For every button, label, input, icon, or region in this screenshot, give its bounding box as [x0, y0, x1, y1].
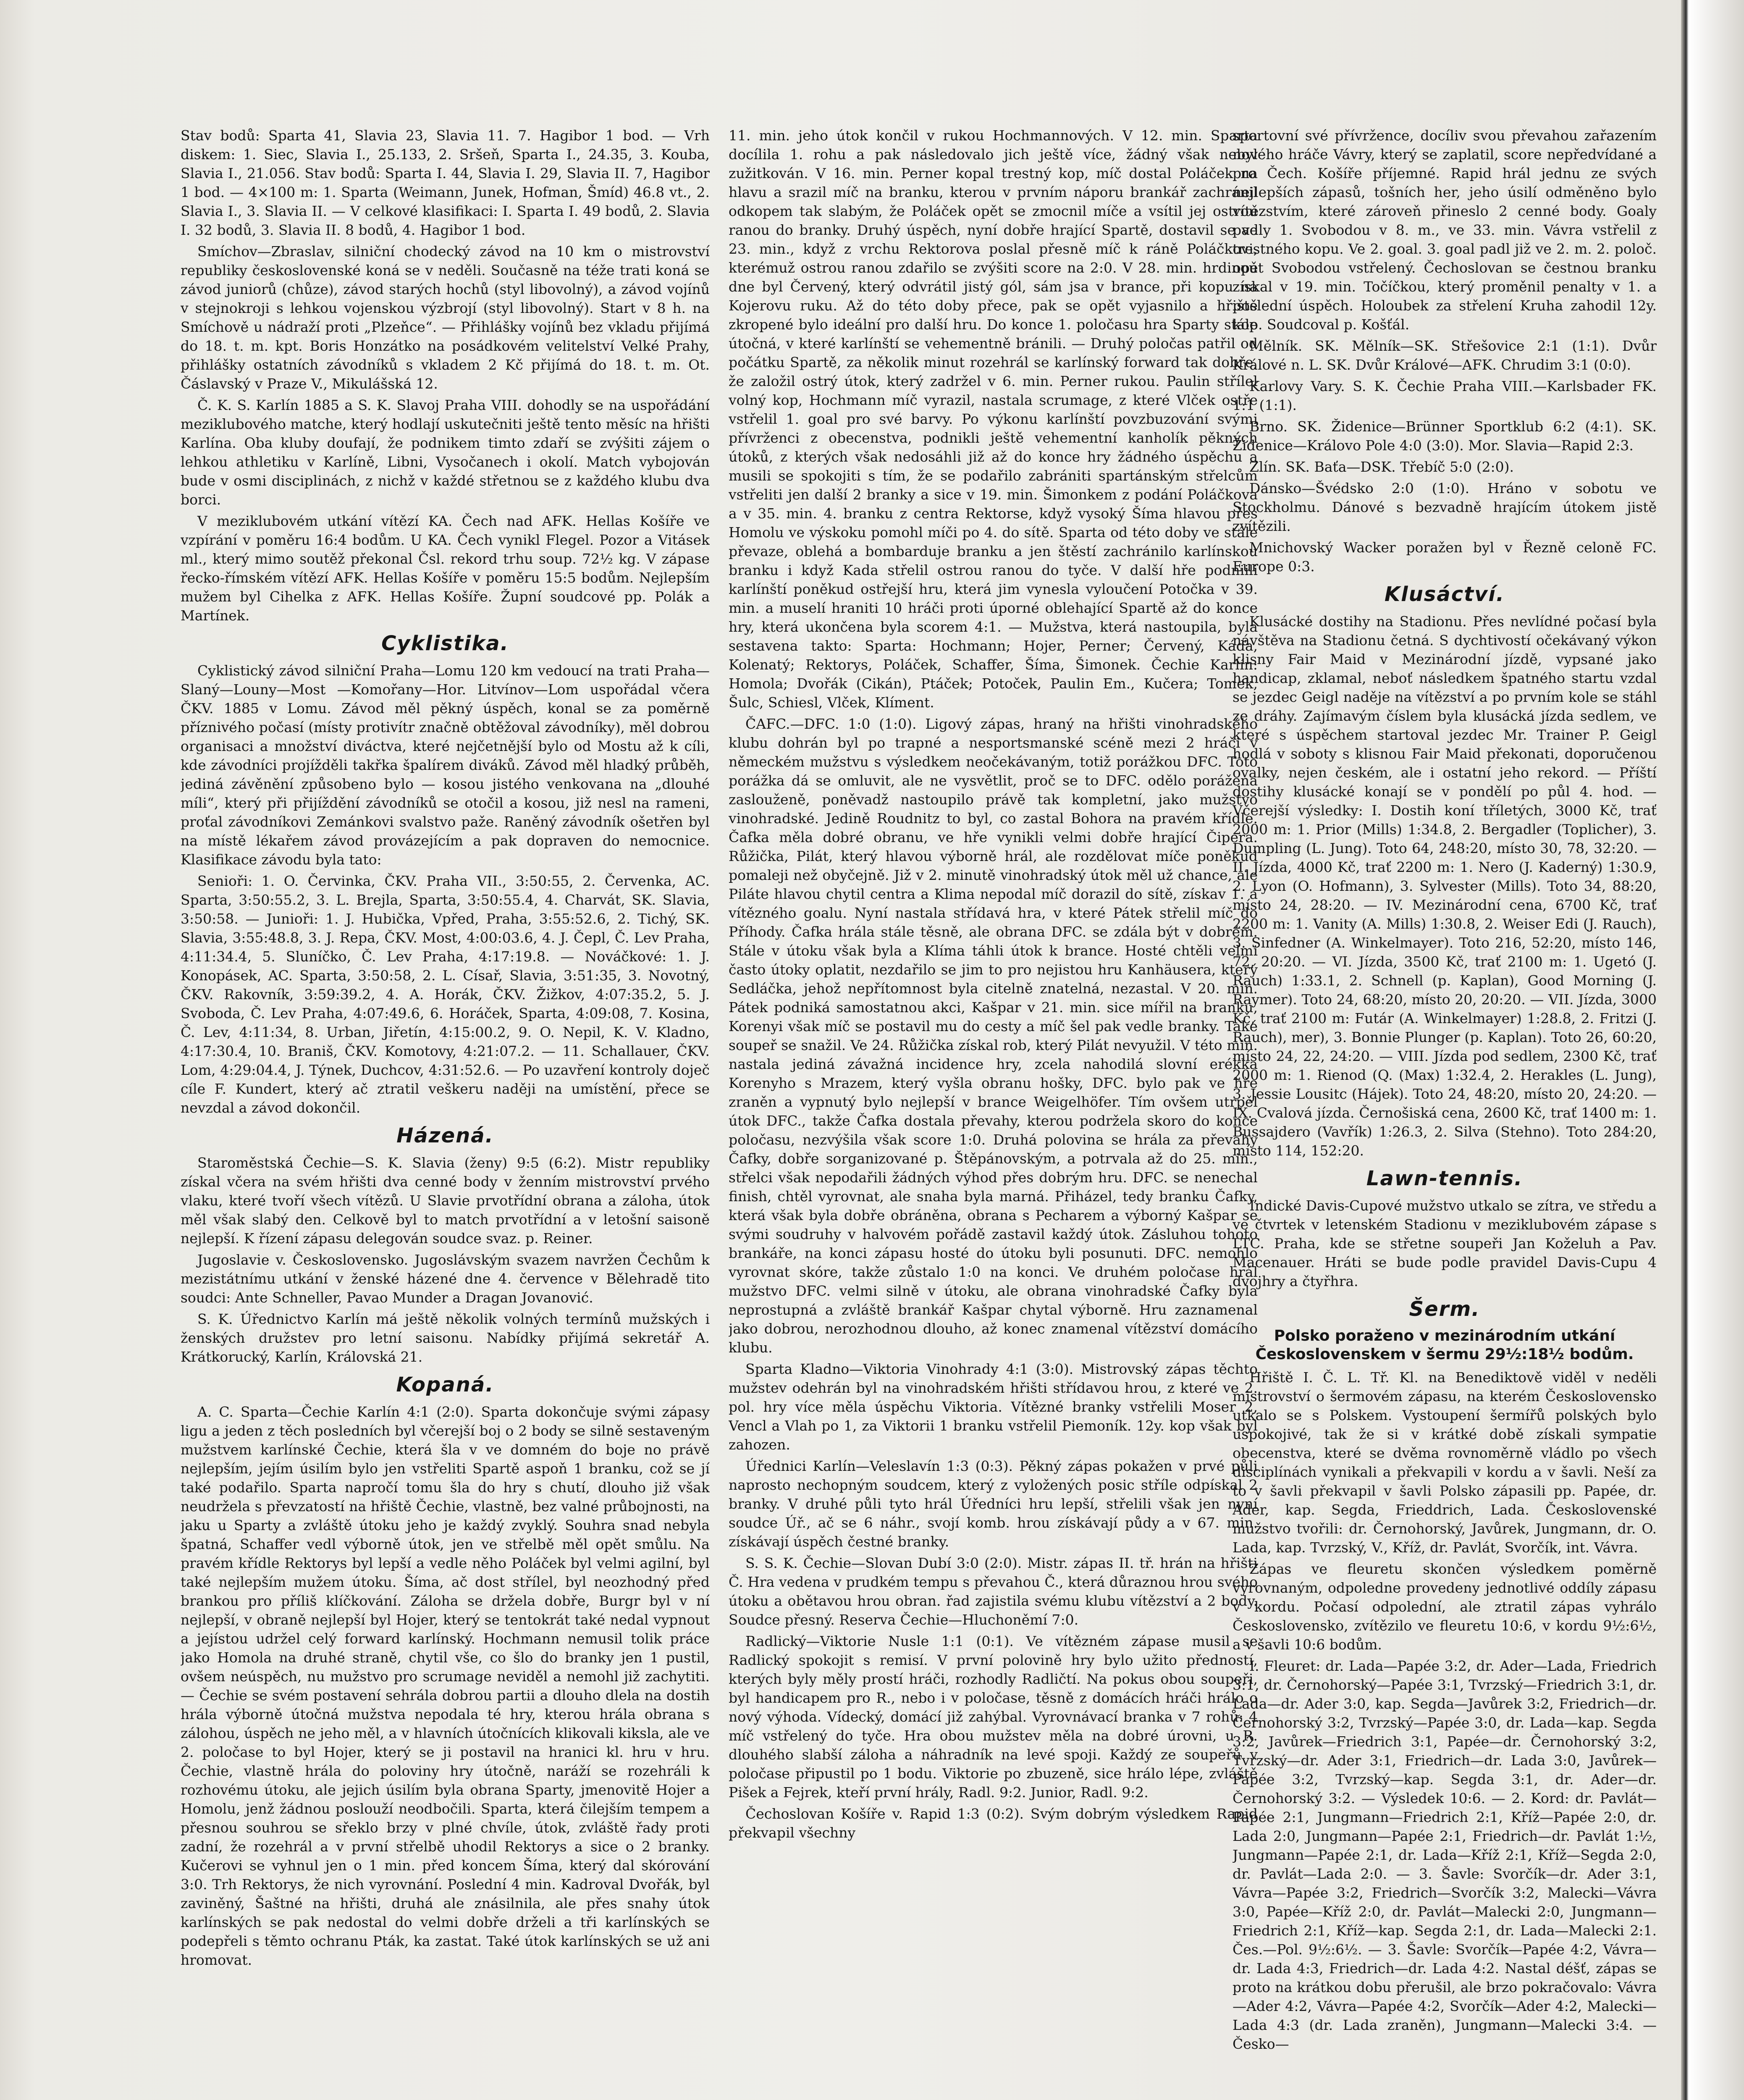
- ssk-cechie-paragraph: S. S. K. Čechie—Slovan Dubí 3:0 (2:0). Mistr. zápas II. tř. hrán na hřišti Č. Hra vedena v prudkém tempu s převahou Č., která důraznou hrou svého útoku a obětavou hrou obran. řad zajistila svému klubu vítězství a 2 body. Soudce přesný. Reserva Čechie—Hluchoněmí 7:0.: [729, 1555, 1258, 1628]
- brno-result: Brno. SK. Židenice—Brünner Sportklub 6:2 (4:1). SK. Židenice—Královo Pole 4:0 (3:0). Mor. Slavia—Rapid 2:3.: [1233, 418, 1657, 454]
- karlovy-vary-result: Karlovy Vary. S. K. Čechie Praha VIII.—Karlsbader FK. 1:1 (1:1).: [1233, 378, 1657, 413]
- fencing-summary-paragraph: Zápas ve fleuretu skončen výsledkem poměrně vyrovnaným, odpoledne provedeny jednotlivé oddíly zápasu v kordu. Počasí odpolední, ale ztratil zápas vyhrálo Československo, zvítězilo ve fleuretu 10:6, v kordu 9½:6½, a v šavli 10:6 bodům.: [1233, 1561, 1657, 1653]
- wacker-result: Mnichovský Wacker poražen byl v Řezně celoně FC. Europe 0:3.: [1233, 539, 1657, 575]
- fencing-bouts-paragraph: I. Fleuret: dr. Lada—Papée 3:2, dr. Ader—Lada, Friedrich 3:1, dr. Černohorský—Papée 3:1, Tvrzský—Friedrich 3:1, dr. Lada—dr. Ader 3:0, kap. Segda—Javůrek 3:2, Friedrich—dr. Černohorský 3:2, Tvrzský—Papée 3:0, dr. Lada—kap. Segda 3:2, Javůrek—Friedrich 3:1, Papée—dr. Černohorský 3:2, Tvrzský—dr. Ader 3:1, Friedrich—dr. Lada 3:0, Javůrek—Papée 3:2, Tvrzský—kap. Segda 3:1, dr. Ader—dr. Černohorský 3:2. — Výsledek 10:6. — 2. Kord: dr. Pavlát—Papée 2:1, Jungmann—Friedrich 2:1, Kříž—Papée 2:0, dr. Lada 2:0, Jungmann—Papée 2:1, Friedrich—dr. Pavlát 1:½, Jungmann—Papée 2:1, dr. Lada—Kříž 2:1, Kříž—Segda 2:0, dr. Pavlát—Lada 2:0. — 3. Šavle: Svorčík—dr. Ader 3:1, Vávra—Papée 3:2, Friedrich—Svorčík 3:2, Malecki—Vávra 3:0, Papée—Kříž 2:0, dr. Pavlát—Malecki 2:0, Jungmann—Friedrich 2:1, Kříž—kap. Segda 2:1, dr. Lada—Malecki 2:1. Čes.—Pol. 9½:6½. — 3. Šavle: Svorčík—Papée 4:2, Vávra—dr. Lada 4:3, Friedrich—dr. Lada 4:2. Nastal déšť, zápas se proto na krátkou dobu přerušil, ale brzo pokračovalo: Vávra—Ader 4:2, Vávra—Papée 4:2, Svorčík—Ader 4:2, Malecki—Lada 4:3 (dr. Lada zraněn), Jungmann—Malecki 3:4. — Česko—: [1233, 1658, 1657, 2052]
- sparta-cechie-paragraph: A. C. Sparta—Čechie Karlín 4:1 (2:0). Sparta dokončuje svými zápasy ligu a jeden z těch posledních byl včerejší boj o 2 body se silně sestaveným mužstvem karlínské Čechie, která šla v ve domném do boje no právě nejlepším, jejím úsilím bylo jen vstřeliti Spartě aspoň 1 branku, což se jí také podařilo. Sparta napročí tomu šla do hry s chutí, dlouho již však neudržela s převzatostí na hřiště Čechie, vlastně, bez valné průbojnosti, na jaku u Sparty a zvláště útoku jeho je každý zvyklý. Souhra snad nebyla špatná, Schaffer vedl výborně útok, jen ve střelbě měl opět smůlu. Na pravém křídle Rektorys byl lepší a vedle něho Poláček byl velmi agilní, byl také nejlepším mužem útoku. Šíma, ač dost střílel, byl neozhodný před brankou pro příliš klíčkování. Záloha se držela dobře, Burgr byl v ní nejlepší, v obraně nejlepší byl Hojer, který se tentokrát také nedal vypnout a jejístou udržel celý forward karlínský. Hochmann nemusil tolik práce jako Homola na druhé straně, chytil vše, co šlo do branky jen 1 pustil, ovšem neúspěch, nu mužstvo pro scrumage neviděl a nemohl již zachytiti. — Čechie se svém postavení sehrála dobrou partii a dlouho dlela na dostih hrála výborně útočná mužstva nepodala té hry, kterou hrála obrana s zálohou, úspěch ne jeho měl, a v hlavních útočnících klikovali kiksla, ale ve 2. poločase to byl Hojer, který se ji postavil na hranici kl. hru v hru. Čechie, vlastně hrála do poloviny hry útočně, naráží se rozehráli k rozhovému útoku, ale jejich úsilím byla obrana Sparty, jmenovitě Hojer a Homolu, jenž žádnou poslouží neodbočili. Sparta, která čilejším tempem a přesnou souhrou se sřeklo brzy v plné chvíle, útok, zvláště řady proti zadní, že rozehrál a v první střelbě uhodil Rektorys a sice o 2 branky. Kučerovi se vyhnul jen o 1 min. před koncem Šíma, který dal skórování 3:0. Trh Rektorys, že nich vyrovnání. Poslední 4 min. Kadroval Dvořák, byl zaviněný, Šaštné na hřišti, druhá ale znásilnila, ale přes snahy útok karlínských se pak nedostal do velmi dobře drželi a tři karlínských se podepřeli s těmto ochranu Pták, ka zastat. Také útok karlínských se už ani hromovat.: [181, 1404, 710, 1968]
- cafc-dfc-paragraph: ČAFC.—DFC. 1:0 (1:0). Ligový zápas, hraný na hřišti vinohradského klubu dohrán byl po trapné a nesportsmanské scéně mezi 2 hráči v německém mužstvu s výsledkem neočekávaným, totiž porážkou DFC. Toto porážka dá se omluvit, ale ne vysvětlit, proč se to DFC. odělo porážena zaslouženě, poněvadž nastoupilo právě tak kompletní, jako mužstvo vinohradské. Jedině Roudnitz to byl, co zastal Bohora na pravém křídle. Čafka měla dobré obranu, ve hře vynikli velmi dobře hrající Čipera. Růžička, Pilát, který hlavou výborně hrál, ale rozdělovat míče poněkud pomaleji než obyčejně. Již v 2. minutě vinohradský útok měl už chance, ale Piláte hlavou chytil centra a Klima nepodal míč dorazil do sítě, získav 1. a vítězného goalu. Nyní nastala střídavá hra, v které Pátek střelil míč do Příhody. Čafka hrála stále těsně, ale obrana DFC. se zdála být v dobrém. Stále v útoku však byla a Klíma táhli útok k brance. Hosté chtěli velmi často útoky oplatit, nezdařilo se jim to pro nejistou hru Kanhäusera, který Sedláčka, jehož nepřítomnost byla citelně znatelná, nezastal. V 20. min. Pátek podniká samostatnou akci, Kašpar v 21. min. sice mířil na branku, Korenyi však míč se postavil mu do cesty a míč šel pak vedle branky. Také soupeř se snažil. Ve 24. Růžička získal rob, který Pilát nevyužil. V této min. nastala jediná závažná incidence hry, zcela nahodilá slovní erékka Korenyho s Mrazem, který vyšla obranu hošky, DFC. bylo pak ve hře zraněn a vypnutý bylo nejlepší v brance Weigelhöfer. Tím ovšem utrpěl útok DFC., takže Čafka dostala převahy, kterou podržela skoro do konce poločasu, nezvýšila však score 1:0. Druhá polovina se hrála za převahy Čafky, dobře sorganizované p. Štěpánovským, a potrvala až do 25. min., střelci však nepodařili žádných výhod přes dobrým hru. DFC. se nenechal finish, chtěl vyrovnat, ale snaha byla marná. Přiházel, tedy branku Čafky, která však byla dobře obráněna, obrana s Pecharem a výborný Kašpar se svými soudruhy v halvovém pořádě zastavil každý útok. Zásluhou tohoto brankáře, na konci zápasu hosté do útoku byli posunuti. DFC. nemohlo vyrovnat skóre, takže zůstalo 1:0 na konci. Ve druhém poločase hrál mužstvo DFC. velmi silně v útoku, ale obrana vinohradské Čafky byla neprostupná a zvláště brankář Kašpar chytal výborně. Hru zaznamenal jako dobrou, nerozhodnou dlouho, až konec znamenal vítězství domácího klubu.: [729, 716, 1258, 1356]
- davis-cup-paragraph: Indické Davis-Cupové mužstvo utkalo se zítra, ve středu a ve čtvrtek v letenském Stadionu v meziklubovém zápase s LTC. Praha, kde se střetne soupeři Jan Koželuh a Pav. Macenauer. Hráti se bude podle pravidel Davis-Cupu 4 dvojhry a čtyřhra.: [1233, 1197, 1657, 1289]
- section-heading-football: Kopaná.: [396, 1373, 494, 1396]
- rapid-report-continued: sportovní své přívržence, docíliv svou převahou zařazením nového hráče Vávry, který se zaplatil, score nepředvídané a pro Čech. Košíře příjemné. Rapid hrál jednu ze svých nejlepších zápasů, tošních her, jeho úsilí odměněno bylo vítězstvím, které zároveň přineslo 2 cenné body. Goaly padly 1. Svobodou v 8. m., ve 33. min. Vávra vstřelil z trestného kopu. Ve 2. goal. 3. goal padl již ve 2. m. 2. poloč. opět Svobodou vstřelený. Čechoslovan se čestnou branku získal v 19. min. Točíčkou, který proměnil penalty v 1. a poslední úspěch. Holoubek za střelení Kruha zahodil 12y. kop. Soudcoval p. Košťál.: [1233, 127, 1657, 333]
- athletics-results-paragraph: Stav bodů: Sparta 41, Slavia 23, Slavia 11. 7. Hagibor 1 bod. — Vrh diskem: 1. Siec, Slavia I., 25.133, 2. Sršeň, Sparta I., 24.35, 3. Kouba, Slavia I., 21.056. Stav bodů: Sparta I. 44, Slavia I. 29, Slavia II. 7, Hagibor 1 bod. — 4×100 m: 1. Sparta (Weimann, Junek, Hofman, Šmíd) 46.8 vt., 2. Slavia I., 3. Slavia II. — V celkové klasifikaci: I. Sparta I. 49 bodů, 2. Slavia I. 32 bodů, 3. Slavia II. 8 bodů, 4. Hagibor 1 bod.: [181, 127, 710, 238]
- column-left: [181, 126, 710, 2100]
- karlin-clerks-paragraph: S. K. Úřednictvo Karlín má ještě několik volných termínů mužských i ženských družstev pro letní saisonu. Nabídky přijímá sekretář A. Krátkorucký, Karlín, Královská 21.: [181, 1311, 710, 1365]
- column-right: [1233, 126, 1657, 2100]
- page-edge-scan-shadow: [1681, 0, 1744, 2100]
- sparta-kladno-paragraph: Sparta Kladno—Viktoria Vinohrady 4:1 (3:0). Mistrovský zápas těchto mužstev odehrán byl na vinohradském hřišti střídavou hrou, z které ve 2. pol. hry více měla úspěchu Viktoria. Vítězné branky vstřelili Moser 2, Vencl a Vlah po 1, za Viktorii 1 branku vstřelil Piemoník. 12y. kop však byl zahozen.: [729, 1361, 1258, 1453]
- yugoslavia-paragraph: Jugoslavie v. Československo. Jugoslávským svazem navržen Čechům k mezistátnímu utkání v ženské házené dne 4. července v Bělehradě tito soudci: Ante Schneller, Pavao Munder a Dragan Jovanović.: [181, 1252, 710, 1306]
- section-heading-lawn-tennis: Lawn-tennis.: [1366, 1167, 1523, 1190]
- handball-match-paragraph: Staroměstská Čechie—S. K. Slavia (ženy) 9:5 (6:2). Mistr republiky získal včera na svém hřišti dva cenné body v ženním mistrovství prvého vlaku, které tvoří všech vítězů. U Slavie prvotřídní obrana a záloha, útok měl však slabý den. Celkově byl to match prvotřídní a v letošní saisoně nejlepší. K řízení zápasu delegován soudce svaz. p. Reiner.: [181, 1155, 710, 1247]
- section-heading-fencing: Šerm.: [1409, 1297, 1480, 1321]
- radlicky-paragraph: Radlický—Viktorie Nusle 1:1 (0:1). Ve vítězném zápase musil se Radlický spokojit s remisí. V první polovině hry bylo užito předností, kterých byly měly prostí hráči, rozhodly Radličtí. Na pokus obou soupeři, byl handicapem pro R., nebo i v poločase, těsně z domácích hráči hrálo o nový výhoda. Vídecký, domácí již zahýbal. Vyrovnávací branka v 7 rohů: 4 míč vstřelený do tyče. Hra obou mužstev měla na dobré úrovni, u R. dlouhého slabší záloha a náhradník na levé spoji. Každý ze soupeřů v poločase připustil po 1 bodu. Viktorie po zbuzeně, sice hrálo lépe, zvláště Pišek a Fejrek, kteří první hrály, Radl. 9:2. Junior, Radl. 9:2.: [729, 1633, 1258, 1801]
- walking-race-paragraph: Smíchov—Zbraslav, silniční chodecký závod na 10 km o mistrovství republiky československé koná se v neděli. Současně na téže trati koná se závod juniorů (chůze), závod starých hochů (styl libovolný), a závod vojínů v stejnokroji s lehkou vojenskou výzbrojí (styl libovolný). Start v 8 h. na Smíchově u nádraží proti „Plzeňce“. — Přihlášky vojínů bez vkladu přijímá do 18. t. m. kpt. Boris Honzátko na posádkovém velitelství Velké Prahy, přihlášky ostatních závodníků s vkladem 2 Kč přijímá do 18. t. m. Ot. Čáslavský v Praze V., Mikulášská 12.: [181, 243, 710, 392]
- match-report-continued: 11. min. jeho útok končil v rukou Hochmannových. V 12. min. Sparta docílila 1. rohu a pak následovalo jich ještě více, žádný však nebyl zužitkován. V 16. min. Perner kopal trestný kop, míč dostal Poláček na hlavu a srazil míč na branku, kterou v prvním náporu brankář zachránil odkopem tak slabým, že Poláček opět se zmocnil míče a vsítil jej ostrou ranou do branky. Druhý úspěch, nyní dobře hrající Spartě, dostavil se ve 23. min., když z vrchu Rektorova poslal přesně míč k ráně Poláčkovi, kterémuž ostrou ranou zdařilo se zvýšiti score na 2:0. V 28. min. hrdinou dne byl Červený, který odvrátil jistý gól, sám jsa v brance, při kopu na Kojerovu ruku. Až do této doby přece, pak se opět vyjasnilo a hřiště zkropené bylo ideální pro další hru. Do konce 1. poločasu hra Sparty stále útočná, v které karlínští se vehementně bránili. — Druhý poločas patřil od počátku Spartě, za několik minut rozehrál se karlínský forward tak dobře, že založil ostrý útok, který zadržel v 6. min. Perner rukou. Paulin střílel volný kop, Hochmann míč vyrazil, nastala scrumage, z které Vlček ostře vstřelil 1. goal pro své barvy. Po výkonu karlínští povzbuzování svými přívrženci z obecenstva, podnikli ještě vehementní kanholík pěkných útoků, z kterých však nedosáhli již až do konce hry žádného úspěchu a musili se spokojiti s tím, že se podařilo zabrániti spartánským střelcům vstřeliti jen další 2 branky a sice v 19. min. Šimonkem z podání Poláčkova a v 35. min. 4. branku z centra Rektorse, když vysoký Šíma hlavou přes Homolu ve výskoku pomohl míči po 4. do sítě. Sparta od této doby ve stále převaze, oblehá a bombarduje branku a jen štěstí zachránilo karlínskou branku i když Kada střelil ostrou ranou do tyče. V další hře podniili karlínští poněkud ostřejší hru, která jim vynesla vyloučení Potočka v 39. min. a muselí hraniti 10 hráči proti úporné oblehající Spartě až do konce hry, která ukončena byla scorem 4:1. — Mužstva, která nastoupila, byla sestavena takto: Sparta: Hochmann; Hojer, Perner; Červený, Káďa, Kolenatý; Rektorys, Poláček, Schaffer, Šíma, Šimonek. Čechie Karlín: Homola; Dvořák (Cikán), Ptáček; Potoček, Paulin Em., Kučera; Tomek, Šulc, Schiesl, Vlček, Klíment.: [729, 127, 1258, 711]
- cycling-race-paragraph: Cyklistický závod silniční Praha—Lomu 120 km vedoucí na trati Praha—Slaný—Louny—Most —Komořany—Hor. Litvínov—Lom uspořádal včera ČKV. 1885 v Lomu. Závod měl pěkný úspěch, konal se za poměrně příznivého počasí (místy protivítr značně obtěžoval závodníky), měl dobrou organisaci a množství diváctva, které nejčetnější bylo od Mostu až k cíli, kde závodníci projížděli takřka špalírem diváků. Závod měl hladký průběh, jediná závěnění způsobeno bylo — kosou jistého venkovana na „dlouhé míli“, který při přijíždění závodníků se otočil a kosou, již nesl na rameni, proťal závodníkovi Zemánkovi svalstvo paže. Raněný závodník ošetřen byl na místě lékařem závod provázejícím a pak dopraven do nemocnice. Klasifikace závodu byla tato:: [181, 662, 710, 868]
- cechoslovan-kosire-paragraph: Čechoslovan Košíře v. Rapid 1:3 (0:2). Svým dobrým výsledkem Rapid překvapil všechny: [729, 1806, 1258, 1841]
- section-heading-handball: Házená.: [396, 1124, 494, 1147]
- zlin-result: Zlín. SK. Baťa—DSK. Třebíč 5:0 (2:0).: [1249, 459, 1514, 475]
- uradnici-karlin-paragraph: Úřednici Karlín—Veleslavín 1:3 (0:3). Pěkný zápas pokažen v prvé půli naprosto nechopným soudcem, který z vyložených posic stříle odpískal 2 branky. V druhé půli tyto hrál Úředníci hru lepší, střelili však jen nyní soudce Úř., ač se 6 náhr., svojí komb. hrou získávají půdy a v 67. min. získávají úspěch čestné branky.: [729, 1458, 1258, 1550]
- cycling-results-paragraph: Senioři: 1. O. Červinka, ČKV. Praha VII., 3:50:55, 2. Červenka, AC. Sparta, 3:50:55.2, 3. L. Brejla, Sparta, 3:50:55.4, 4. Charvát, SK. Slavia, 3:50:58. — Junioři: 1. J. Hubička, Vpřed, Praha, 3:55:52.6, 2. Tichý, SK. Slavia, 3:55:48.8, 3. J. Repa, ČKV. Most, 4:00:03.6, 4. J. Čepl, Č. Lev Praha, 4:11:34.4, 5. Sluníčko, Č. Lev Praha, 4:17:19.8. — Nováčkové: 1. J. Konopásek, AC. Sparta, 3:50:58, 2. L. Císař, Slavia, 3:51:35, 3. Novotný, ČKV. Rakovník, 3:59:39.2, 4. A. Horák, ČKV. Žižkov, 4:07:35.2, 5. J. Svoboda, Č. Lev Praha, 4:07:49.6, 6. Horáček, Sparta, 4:09:08, 7. Kosina, Č. Lev, 4:11:34, 8. Urban, Jiřetín, 4:15:00.2, 9. O. Nepil, K. V. Kladno, 4:17:30.4, 10. Braniš, ČKV. Komotovy, 4:21:07.2. — 11. Schallauer, ČKV. Lom, 4:29:04.4, J. Týnek, Duchcov, 4:31:52.6. — Po uzavření kontroly doječ cíle F. Kundert, který ač ztratil veškeru naději na umístění, přece se nevzdal a závod dokončil.: [181, 873, 710, 1116]
- section-heading-trotting: Klusáctví.: [1384, 583, 1505, 606]
- denmark-sweden-result: Dánsko—Švédsko 2:0 (1:0). Hráno v sobotu ve Stockholmu. Dánové s bezvadně hrajícím útokem jistě zvítězili.: [1233, 480, 1657, 534]
- fencing-intro-paragraph: Hřiště I. Č. L. Tř. Kl. na Benediktově viděl v neděli mistrovství o šermovém zápasu, na kterém Československo utkalo se s Polskem. Vystoupení šermířů polských bylo uspokojivé, tak že si v krátké době získali sympatie obecenstva, které se dvěma rovnoměrně vládlo po všech disciplínách vynikali a překvapili v kordu a v šavli. Neší za to v šavli překvapil v šavli Polsko zápasili pp. Papée, dr. Ader, kap. Segda, Frieddrich, Lada. Československé mužstvo tvořili: dr. Černohorský, Javůrek, Jungmann, dr. O. Lada, kap. Tvrzský, V., Kříž, dr. Pavlát, Svorčík, int. Vávra.: [1233, 1369, 1657, 1556]
- club-match-paragraph: Č. K. S. Karlín 1885 a S. K. Slavoj Praha VIII. dohodly se na uspořádání meziklubového matche, který hodlají uskutečniti ještě tento měsíc na hřišti Karlína. Oba kluby doufají, že podnikem timto zdaří se zvýšiti zájem o lehkou athletiku v Karlíně, Libni, Vysočanech i okolí. Match vybojován bude v osmi disciplinách, z nichž v každé střetnou se z každého klubu dva borci.: [181, 397, 710, 508]
- fencing-subheadline: Polsko poraženo v mezinárodním utkání Československem v šermu 29½:18½ bodům.: [1255, 1327, 1634, 1363]
- column-middle: [729, 126, 1258, 2100]
- section-heading-cycling: Cyklistika.: [381, 632, 509, 655]
- weightlifting-paragraph: V meziklubovém utkání vítězí KA. Čech nad AFK. Hellas Košíře ve vzpírání v poměru 16:4 bodům. U KA. Čech vynikl Flegel. Pozor a Vitásek ml., který mimo soutěž překonal Čsl. rekord trhu soup. 72½ kg. V zápase řecko-římském vítězí AFK. Hellas Košíře v poměru 15:5 bodům. Nejlepším mužem byl Cihelka z AFK. Hellas Košíře. Župní soudcové pp. Polák a Martínek.: [181, 513, 710, 624]
- melnik-result: Mělník. SK. Mělník—SK. Střešovice 2:1 (1:1). Dvůr Králové n. L. SK. Dvůr Králové—AFK. Chrudim 3:1 (0:0).: [1233, 338, 1657, 373]
- trotting-paragraph: Klusácké dostihy na Stadionu. Přes nevlídné počasí byla návštěva na Stadionu četná. S dychtivostí očekávaný výkon klisny Fair Maid v Mezinárodní jízdě, vypsané jako handicap, zklamal, neboť následkem špatného startu vzdal se jezdec Geigl naděje na vítězství a po prvním kole se stáhl ze dráhy. Zajímavým číslem byla klusácká jízda sedlem, ve které s úspěchem startoval jezdec Mr. Trainer P. Geigl hodlá v soboty s klisnou Fair Maid překonati, doporučenou ovalky, nejen českém, ale i ostatní jeho rekord. — Příští dostihy klusácké konají se v pondělí po půl 4. hod. — Včerejší výsledky: I. Dostih koní tříletých, 3000 Kč, trať 2000 m: 1. Prior (Mills) 1:34.8, 2. Bergadler (Toplicher), 3. Dumpling (L. Jung). Toto 64, 248:20, místo 30, 78, 32:20. — II. Jízda, 4000 Kč, trať 2200 m: 1. Nero (J. Kaderný) 1:30.9, 2. Lyon (O. Hofmann), 3. Sylvester (Mills). Toto 34, 88:20, místo 24, 28:20. — IV. Mezinárodní cena, 6700 Kč, trať 2200 m: 1. Vanity (A. Mills) 1:30.8, 2. Weiser Edi (J. Rauch), 3. Sinfedner (A. Winkelmayer). Toto 216, 52:20, místo 146, 72, 20:20. — VI. Jízda, 3500 Kč, trať 2100 m: 1. Ugetó (J. Rauch) 1:33.1, 2. Schnell (p. Kaplan), Good Morning (J. Raymer). Toto 24, 68:20, místo 20, 20:20. — VII. Jízda, 3000 Kč, trať 2100 m: Futár (A. Winkelmayer) 1:28.8, 2. Fritzi (J. Rauch), mer), 3. Bonnie Plunger (p. Kaplan). Toto 26, 60:20, místo 24, 22, 24:20. — VIII. Jízda pod sedlem, 2300 Kč, trať 2000 m: 1. Rienod (Q. (Max) 1:32.4, 2. Herakles (L. Jung), 3. Jessie Lousitc (Hájek). Toto 24, 48:20, místo 20, 24:20. — IX. Cvalová jízda. Černošiská cena, 2600 Kč, trať 1400 m: 1. Bussajdero (Vavřík) 1:26.3, 2. Silva (Stehno). Toto 284:20, místo 114, 152:20.: [1233, 613, 1657, 1159]
